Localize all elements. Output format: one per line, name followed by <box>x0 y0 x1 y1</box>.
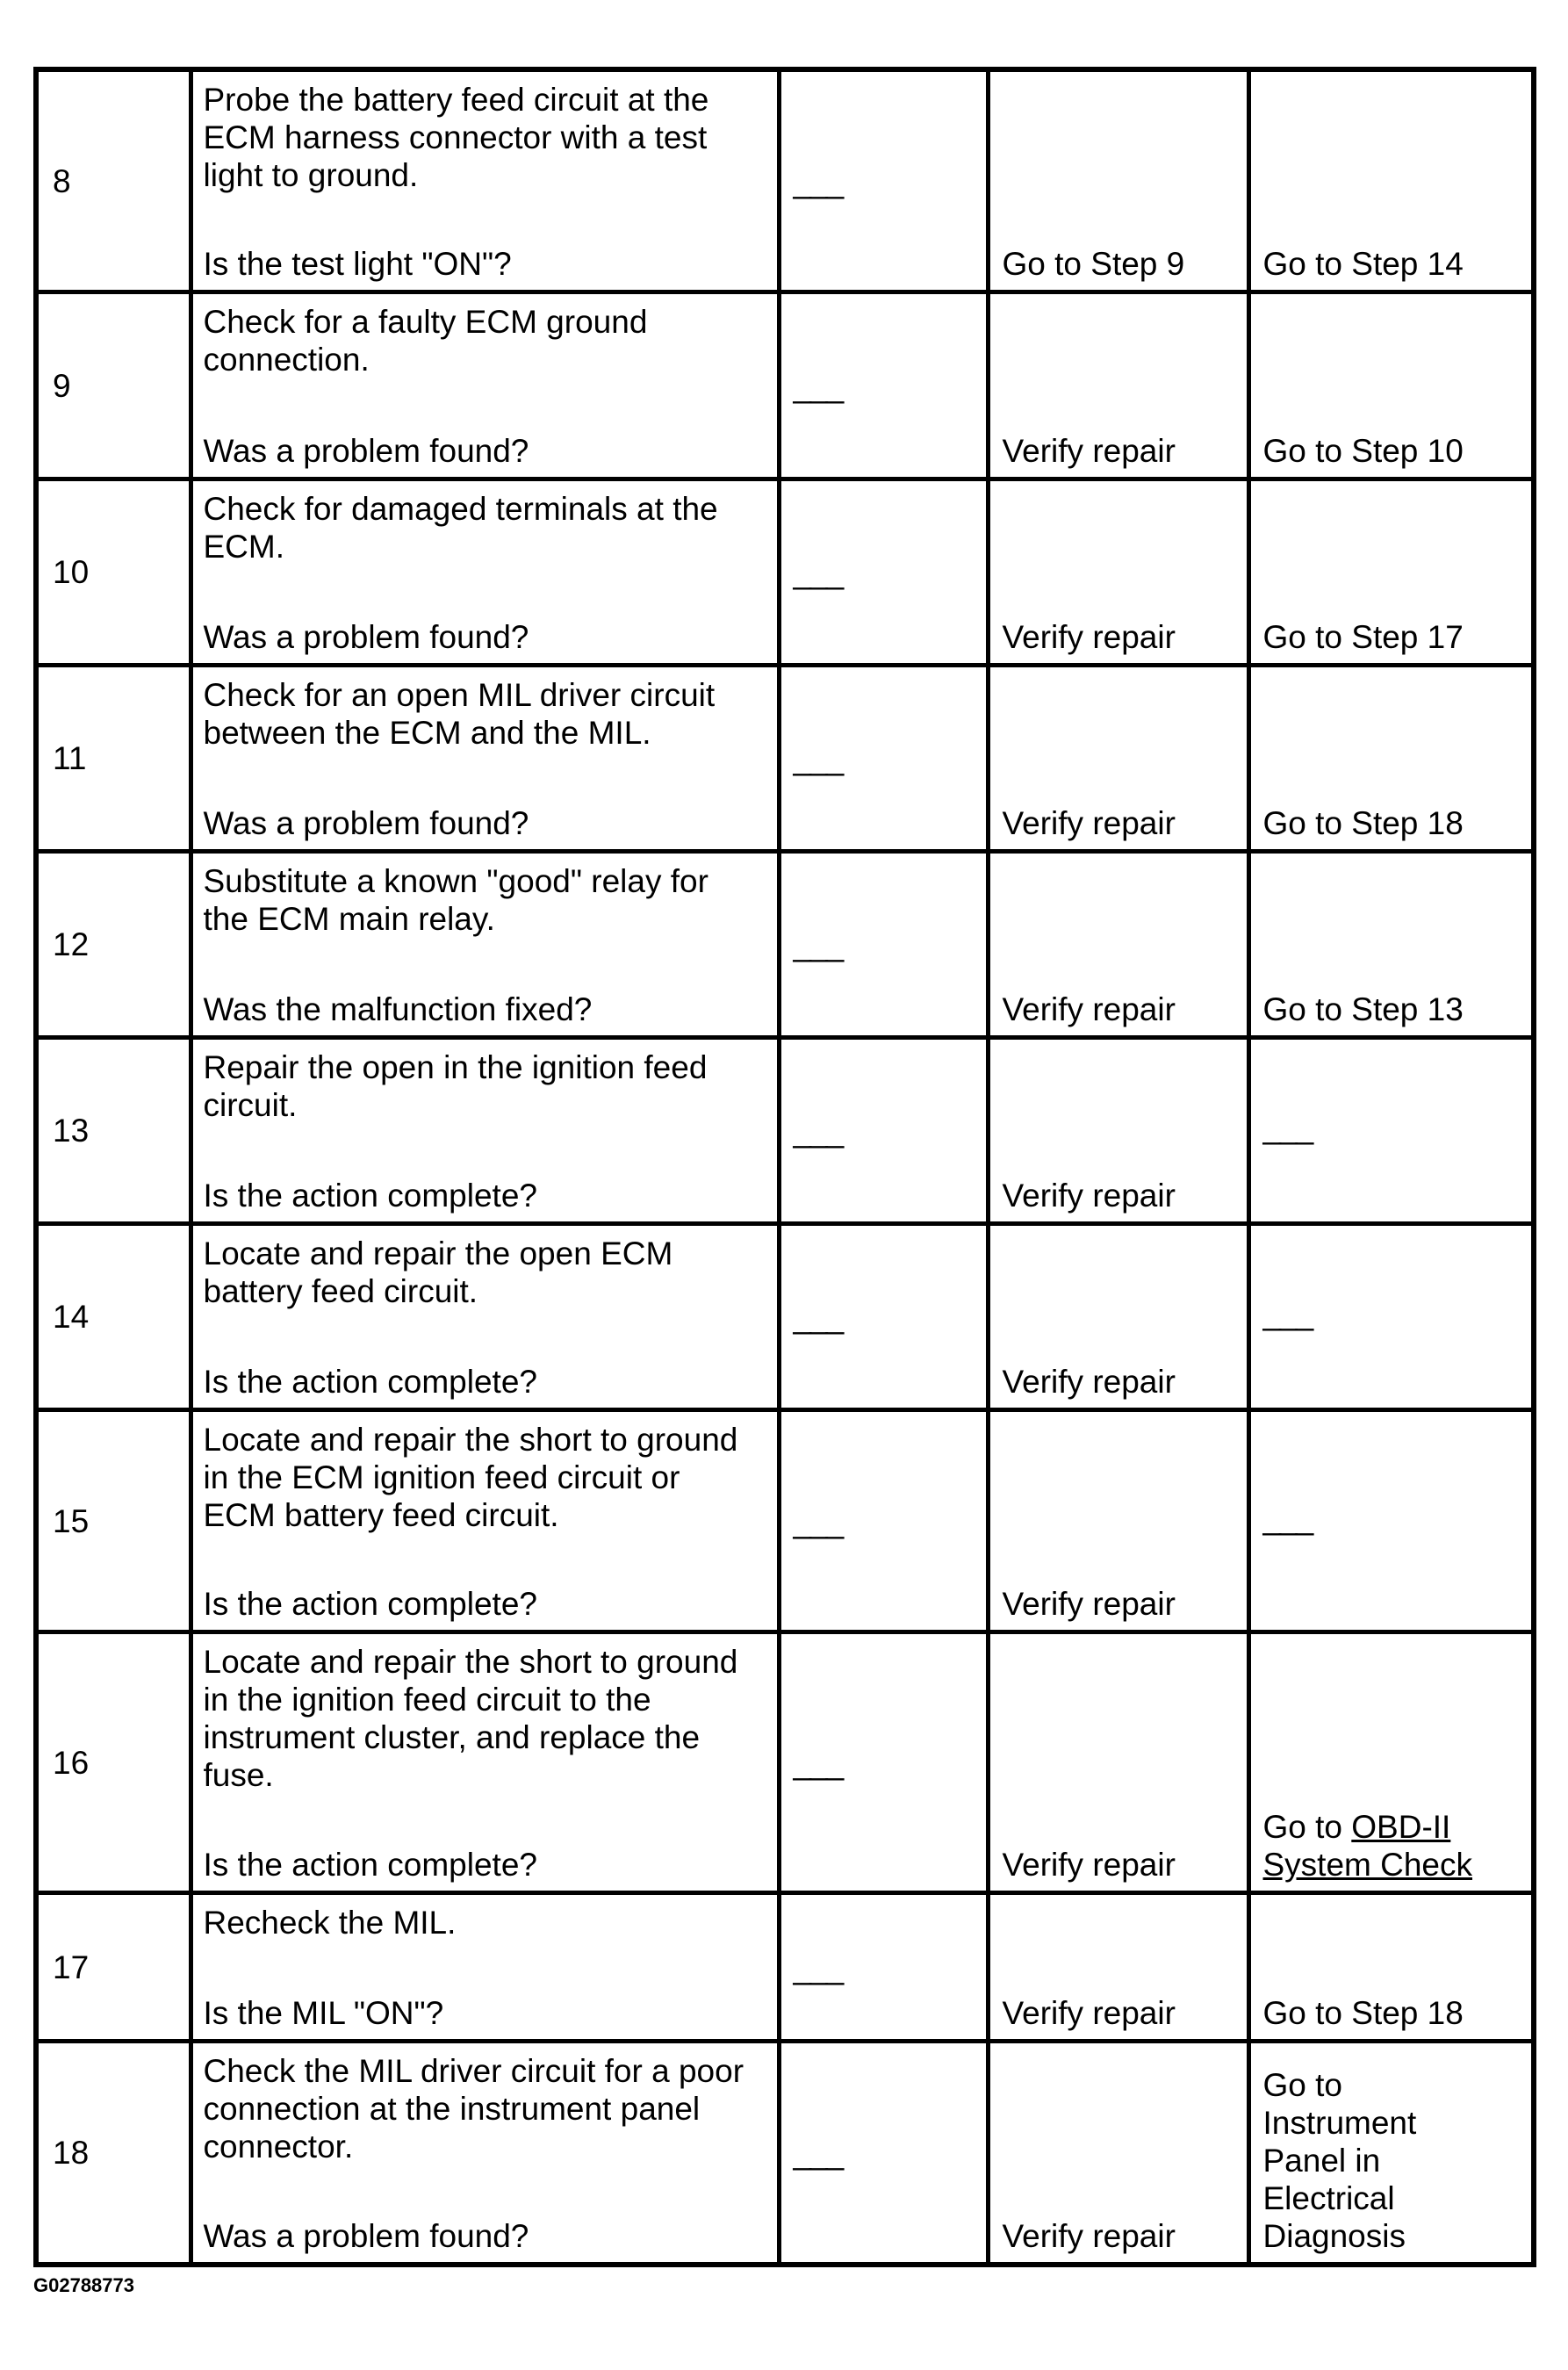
action-text: Check for damaged terminals at the ECM. <box>203 491 718 565</box>
action-cell <box>191 852 779 1038</box>
table-row-step-18 <box>36 2042 1534 2266</box>
table-row-step-13 <box>36 1038 1534 1224</box>
action-cell <box>191 1410 779 1632</box>
no-cell <box>1248 1410 1534 1632</box>
value-dash: ___ <box>793 1949 843 1985</box>
no-cell: Go to Step 18 <box>1248 666 1534 852</box>
question-text: Was a problem found? <box>203 433 529 469</box>
figure-id-label: G02788773 <box>33 2274 134 2296</box>
value-cell <box>779 2042 988 2266</box>
question-text: Is the action complete? <box>203 1364 537 1400</box>
action-cell <box>191 69 779 292</box>
obd-ii-system-check-link[interactable]: OBD-II System Check <box>1262 1809 1473 1883</box>
no-cell: Go to Step 14 <box>1248 69 1534 292</box>
table-row-step-17 <box>36 1893 1534 2042</box>
yes-cell: Verify repair <box>988 1632 1248 1893</box>
question-text: Is the action complete? <box>203 1586 537 1622</box>
action-text: Check for an open MIL driver circuit between the ECM and the MIL. <box>203 677 716 751</box>
yes-cell: Verify repair <box>988 2042 1248 2266</box>
step-number: 17 <box>36 1893 191 2042</box>
value-cell <box>779 1410 988 1632</box>
no-dash: ___ <box>1262 1295 1313 1331</box>
yes-cell: Verify repair <box>988 1224 1248 1410</box>
value-dash: ___ <box>793 1113 843 1149</box>
action-text: Locate and repair the short to ground in the ignition feed circuit to the instrument cluster, and replace the fuse. <box>203 1644 738 1793</box>
action-cell <box>191 292 779 479</box>
question-text: Is the action complete? <box>203 1847 537 1883</box>
question-text: Is the action complete? <box>203 1178 537 1214</box>
action-text: Locate and repair the short to ground in the ECM ignition feed circuit or ECM battery feed circuit. <box>203 1422 738 1533</box>
no-dash: ___ <box>1262 1499 1313 1536</box>
value-dash: ___ <box>793 554 843 590</box>
action-text: Check for a faulty ECM ground connection. <box>203 304 648 378</box>
no-cell <box>1248 1632 1534 1893</box>
no-cell: Go to Step 13 <box>1248 852 1534 1038</box>
value-cell <box>779 1632 988 1893</box>
value-dash: ___ <box>793 162 843 199</box>
yes-cell: Verify repair <box>988 1038 1248 1224</box>
yes-cell: Verify repair <box>988 1893 1248 2042</box>
action-cell <box>191 2042 779 2266</box>
action-text: Check the MIL driver circuit for a poor connection at the instrument panel connector. <box>203 2053 744 2165</box>
question-text: Is the MIL "ON"? <box>203 1995 444 2031</box>
value-cell <box>779 1893 988 2042</box>
no-cell: Go to Step 10 <box>1248 292 1534 479</box>
action-cell <box>191 479 779 666</box>
step-number: 15 <box>36 1410 191 1632</box>
value-dash: ___ <box>793 367 843 404</box>
action-cell <box>191 1224 779 1410</box>
value-cell <box>779 1038 988 1224</box>
question-text: Was a problem found? <box>203 2218 529 2254</box>
value-cell <box>779 479 988 666</box>
yes-cell: Verify repair <box>988 1410 1248 1632</box>
value-cell <box>779 292 988 479</box>
question-text: Was the malfunction fixed? <box>203 991 593 1027</box>
yes-cell: Verify repair <box>988 479 1248 666</box>
action-text: Recheck the MIL. <box>203 1905 457 1941</box>
action-cell <box>191 666 779 852</box>
table-row-step-16 <box>36 1632 1534 1893</box>
step-number: 8 <box>36 69 191 292</box>
step-number: 11 <box>36 666 191 852</box>
value-dash: ___ <box>793 740 843 776</box>
yes-cell: Go to Step 9 <box>988 69 1248 292</box>
table-row-step-12 <box>36 852 1534 1038</box>
value-cell <box>779 1224 988 1410</box>
action-text: Substitute a known "good" relay for the ECM main relay. <box>203 863 708 937</box>
step-number: 12 <box>36 852 191 1038</box>
action-text: Locate and repair the open ECM battery feed circuit. <box>203 1235 673 1309</box>
action-cell <box>191 1038 779 1224</box>
table-row-step-10 <box>36 479 1534 666</box>
no-cell: Go to Step 18 <box>1248 1893 1534 2042</box>
step-number: 16 <box>36 1632 191 1893</box>
value-cell <box>779 69 988 292</box>
table-row-step-14 <box>36 1224 1534 1410</box>
no-cell <box>1248 1038 1534 1224</box>
no-cell: Go to Step 17 <box>1248 479 1534 666</box>
no-dash: ___ <box>1262 1109 1313 1145</box>
step-number: 14 <box>36 1224 191 1410</box>
table-row-step-11 <box>36 666 1534 852</box>
question-text: Was a problem found? <box>203 805 529 841</box>
value-dash: ___ <box>793 1299 843 1335</box>
action-text: Probe the battery feed circuit at the ECM harness connector with a test light to ground. <box>203 82 709 193</box>
table-row-step-8 <box>36 69 1534 292</box>
value-dash: ___ <box>793 2135 843 2171</box>
value-cell <box>779 852 988 1038</box>
step-number: 10 <box>36 479 191 666</box>
action-cell <box>191 1632 779 1893</box>
step-number: 18 <box>36 2042 191 2266</box>
question-text: Is the test light "ON"? <box>203 246 512 282</box>
value-dash: ___ <box>793 1744 843 1781</box>
yes-cell: Verify repair <box>988 666 1248 852</box>
action-cell <box>191 1893 779 2042</box>
no-prefix-text: Go to <box>1262 1809 1352 1845</box>
action-text: Repair the open in the ignition feed circuit. <box>203 1049 708 1123</box>
step-number: 13 <box>36 1038 191 1224</box>
no-cell <box>1248 1224 1534 1410</box>
yes-cell: Verify repair <box>988 852 1248 1038</box>
yes-cell: Verify repair <box>988 292 1248 479</box>
value-cell <box>779 666 988 852</box>
table-row-step-9 <box>36 292 1534 479</box>
step-number: 9 <box>36 292 191 479</box>
value-dash: ___ <box>793 1502 843 1539</box>
question-text: Was a problem found? <box>203 619 529 655</box>
no-cell: Go to Instrument Panel in Electrical Diagnosis <box>1248 2042 1534 2266</box>
table-row-step-15 <box>36 1410 1534 1632</box>
diagnostic-table <box>33 67 1536 2267</box>
value-dash: ___ <box>793 926 843 962</box>
